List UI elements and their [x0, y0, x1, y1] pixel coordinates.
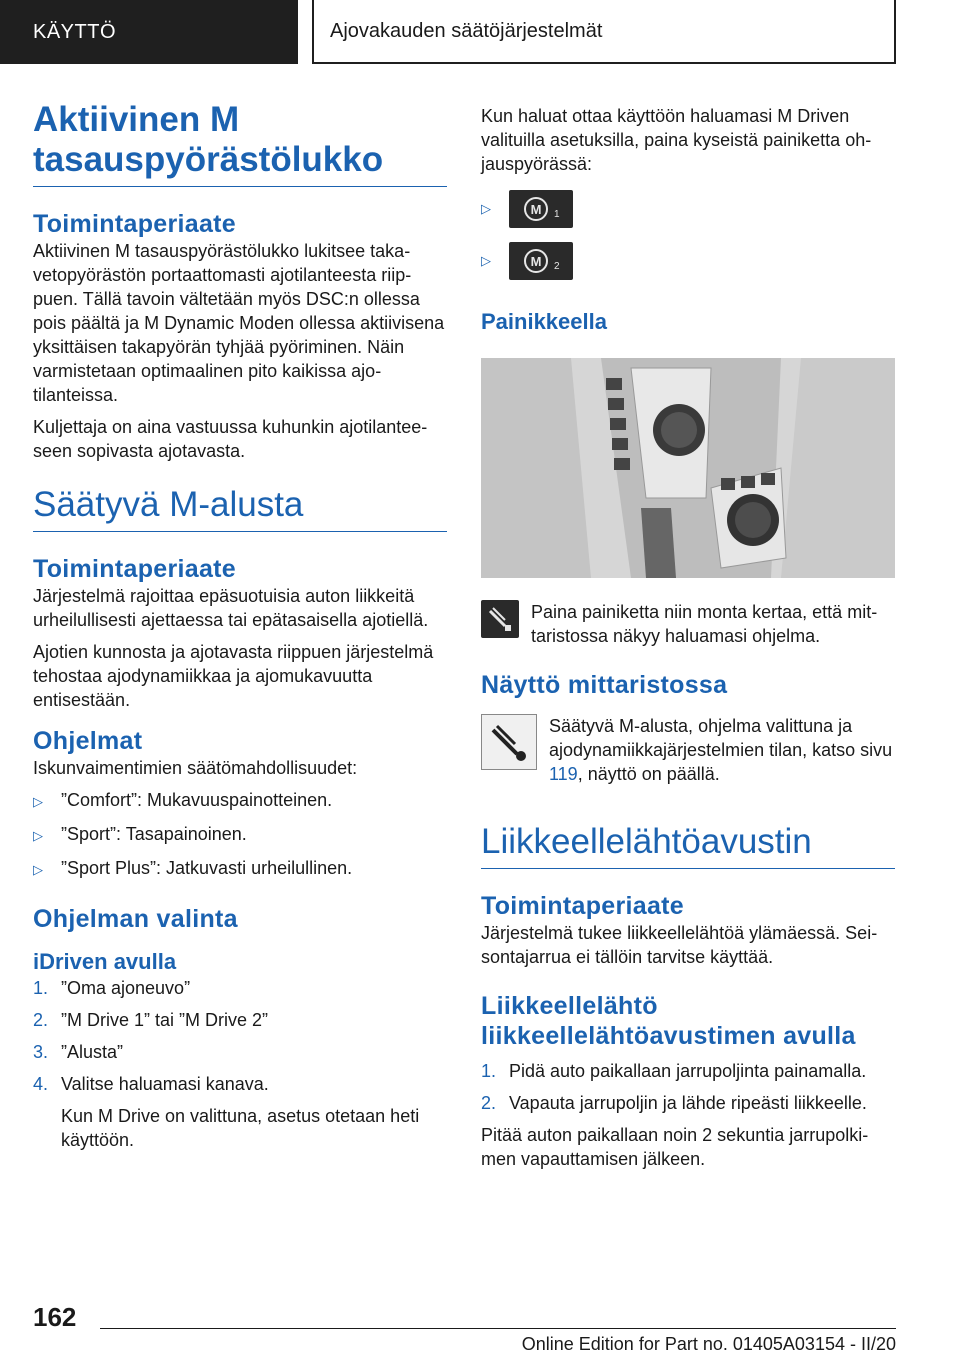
paragraph-display: Säätyvä M-alusta, ohjelma valittuna ja ajodynamiikkajärjestelmien tilan, katso sivu 119, näyttö on päällä.: [549, 716, 893, 784]
paragraph-mdrive: Kun haluat ottaa käyttöön haluamasi M Driven valituilla asetuksilla, paina kyseistä painiketta ohjauspyörässä:: [481, 106, 872, 174]
heading-principle-1: Toimintaperiaate: [33, 210, 236, 238]
paragraph-hill-1: Järjestelmä tukee liikkeellelähtöä ylämäessä. Seisontajarrua ei tällöin tarvitse käyttää.: [481, 923, 878, 967]
heading-principle-3: Toimintaperiaate: [481, 892, 684, 920]
chapter-title: Ajovakauden säätöjärjestelmät: [330, 19, 603, 42]
footer-divider: [100, 1328, 896, 1329]
paragraph-susp-2: Ajotien kunnosta ja ajotavasta riippuen järjestelmä tehostaa ajodynamiikkaa ja ajomukavuutta entisestään.: [33, 642, 434, 710]
section-tab: [0, 0, 298, 64]
m2-button-icon: [509, 242, 573, 280]
svg-text:M: M: [530, 254, 542, 269]
paragraph-susp-1: Järjestelmä rajoittaa epäsuotuisia auton liikkeitä urheilullisesti ajettaessa tai epätasaisella ajotiellä.: [33, 586, 429, 630]
list-item: 2. ”M Drive 1” tai ”M Drive 2”: [33, 1010, 269, 1030]
list-item: ▷ ”Sport”: Tasapainoinen.: [33, 822, 447, 848]
list-item: 3. ”Alusta”: [33, 1042, 124, 1062]
m1-button-icon: [509, 190, 573, 228]
svg-text:2: 2: [554, 261, 560, 272]
paragraph-press-button: Paina painiketta niin monta kertaa, että mittaristossa näkyy haluamasi ohjelma.: [531, 602, 878, 646]
list-item: ▷ ”Sport Plus”: Jatkuvasti urheilullinen.: [33, 856, 447, 882]
bullet-marker: ▷: [481, 201, 491, 216]
bullet-marker: ▷: [33, 794, 43, 809]
heading-programs: Ohjelmat: [33, 727, 143, 755]
section-title: KÄYTTÖ: [33, 20, 117, 43]
paragraph-diff-2: Kuljettaja on aina vastuussa kuhunkin ajotilanteeseen sopivasta ajotavasta.: [33, 417, 428, 461]
list-item: [481, 242, 895, 280]
heading-adaptive-suspension: Säätyvä M-alusta: [33, 485, 447, 532]
paragraph-programs: Iskunvaimentimien säätömahdollisuudet:: [33, 758, 358, 778]
paragraph-hill-2: Pitää auton paikallaan noin 2 sekuntia jarrupolkimen vapauttamisen jälkeen.: [481, 1125, 869, 1169]
heading-cluster-display: Näyttö mittaristossa: [481, 671, 728, 699]
list-item: 1. ”Oma ajoneuvo”: [33, 978, 191, 998]
paragraph-diff-1: Aktiivinen M tasauspyörästölukko lukitsee takavetopyörästön portaattomasti ajotilanteesta riippuen. Tällä tavoin vältetään myös DSC:n ollessa pois päältä ja M Dynamic Moden ollessa aktiivisena yksittäisen takapyörän tyhjää pyöriminen. Näin varmistetaan optimaalinen pito kaikissa ajotilanteissa.: [33, 241, 445, 405]
right-column: [481, 104, 895, 1171]
heading-differential-lock: Aktiivinen M tasauspyörästölukko: [33, 100, 447, 187]
heading-hill-start: Liikkeellelähtöavustin: [481, 822, 895, 869]
left-column: [33, 100, 447, 1152]
bullet-marker: ▷: [481, 253, 491, 268]
heading-button: Painikkeella: [481, 309, 607, 334]
suspension-display-icon: [481, 714, 537, 770]
chapter-tab: [312, 0, 896, 64]
bullet-marker: ▷: [33, 828, 43, 843]
center-console-photo: [481, 358, 895, 578]
step-note: Kun M Drive on valittuna, asetus otetaan heti käyttöön.: [61, 1106, 420, 1150]
page-number: 162: [33, 1302, 77, 1332]
svg-text:1: 1: [554, 209, 560, 220]
bullet-marker: ▷: [33, 862, 43, 877]
list-item: 4. Valitse haluamasi kanava.: [33, 1074, 269, 1094]
list-item: ▷ ”Comfort”: Mukavuuspainotteinen.: [33, 788, 447, 814]
list-item: 2. Vapauta jarrupoljin ja lähde ripeästi liikkeelle.: [481, 1093, 867, 1113]
heading-program-select: Ohjelman valinta: [33, 905, 238, 933]
page-link[interactable]: 119: [549, 764, 578, 784]
svg-text:M: M: [530, 202, 542, 217]
list-item: [481, 190, 895, 228]
list-item: 1. Pidä auto paikallaan jarrupoljinta painamalla.: [481, 1061, 867, 1081]
heading-hill-start-use: Liikkeellelähtö liikkeellelähtöavustimen avulla: [481, 992, 856, 1050]
heading-principle-2: Toimintaperiaate: [33, 555, 236, 583]
button-instruction: [481, 600, 895, 648]
display-info: [481, 714, 895, 786]
suspension-button-icon: [481, 600, 519, 638]
edition-note: Online Edition for Part no. 01405A03154 - II/20: [521, 1334, 896, 1354]
heading-idrive: iDriven avulla: [33, 949, 177, 974]
